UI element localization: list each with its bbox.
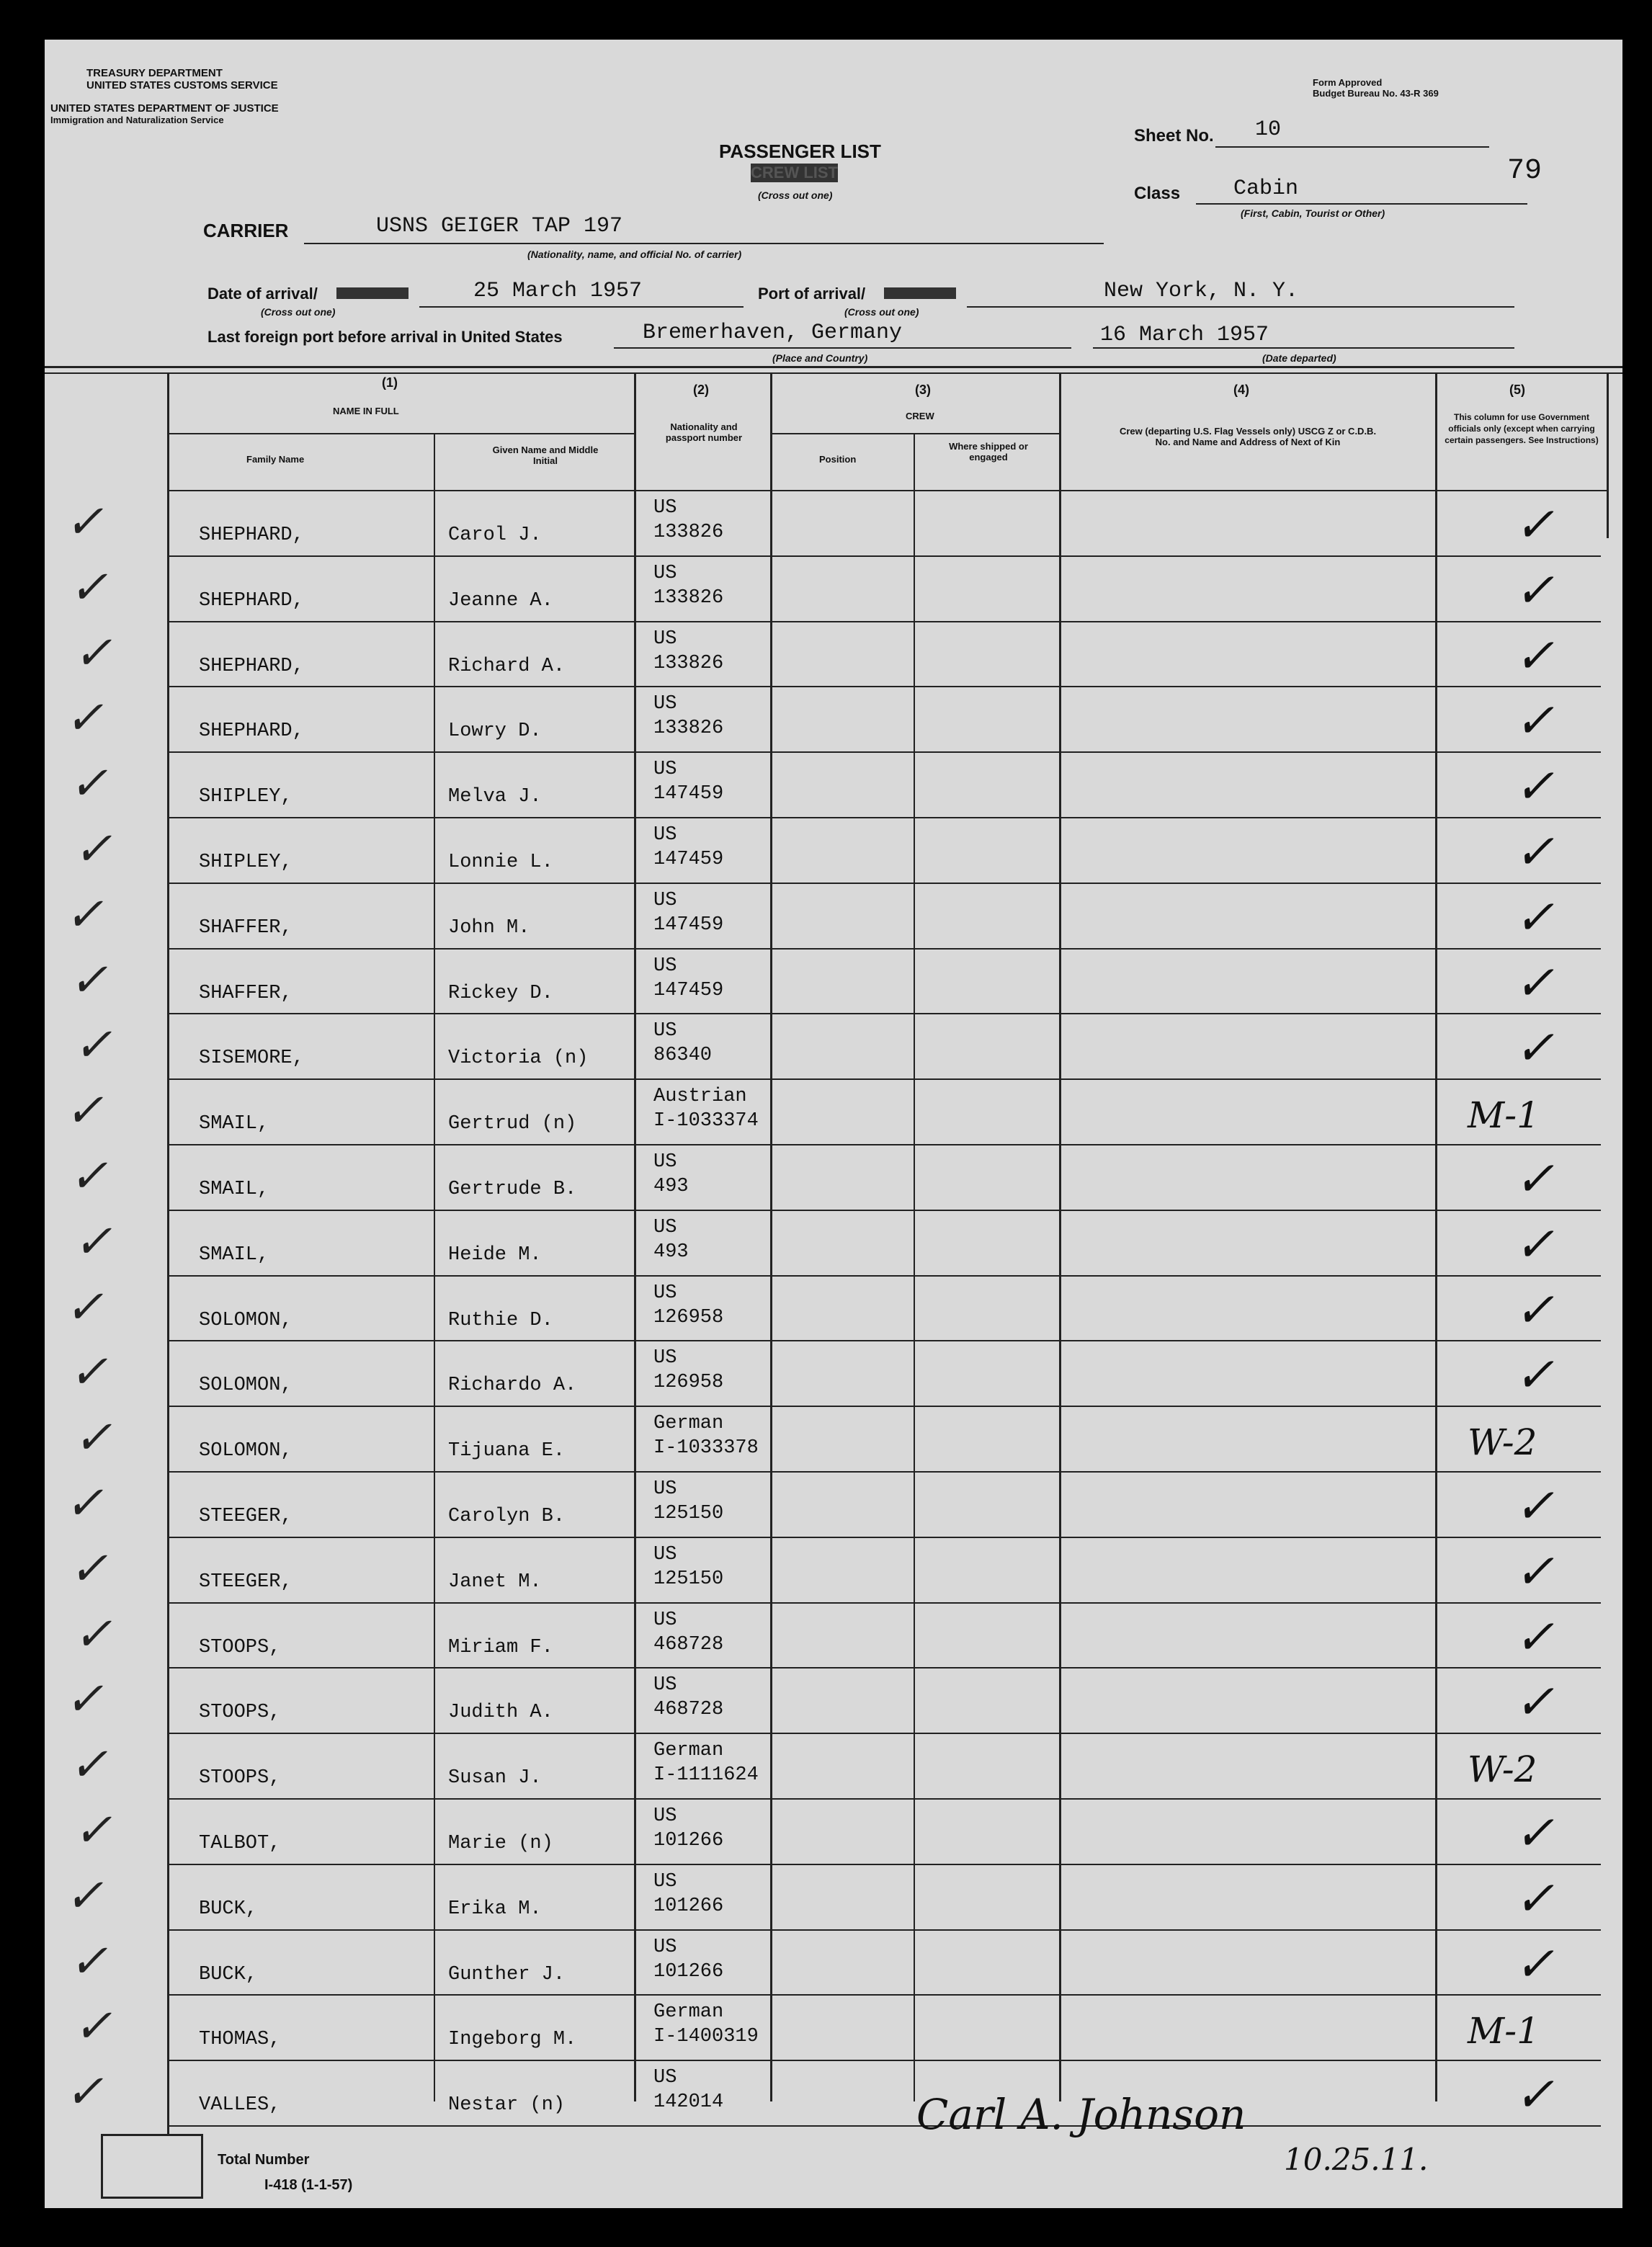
- form-number: I-418 (1-1-57): [264, 2177, 353, 2193]
- nationality: US: [653, 1347, 677, 1369]
- col1-family: Family Name: [246, 454, 305, 465]
- row-divider: [167, 1733, 1601, 1734]
- budget-bureau: Budget Bureau No. 43-R 369: [1313, 88, 1439, 99]
- row-divider: [167, 1210, 1601, 1211]
- family-name: SOLOMON,: [199, 1440, 293, 1462]
- official-check-icon: ✓: [1514, 955, 1555, 1011]
- passport-number: 125150: [653, 1568, 724, 1590]
- given-name: Heide M.: [448, 1244, 542, 1266]
- row-divider: [167, 1929, 1601, 1931]
- form-approved: Form Approved: [1313, 77, 1383, 88]
- family-name: SHIPLEY,: [199, 786, 293, 808]
- passport-number: 147459: [653, 914, 724, 936]
- nationality: Austrian: [653, 1086, 747, 1107]
- official-check-icon: ✓: [1514, 628, 1555, 684]
- family-name: SHEPHARD,: [199, 720, 304, 742]
- title-note: (Cross out one): [758, 189, 833, 201]
- passport-number: I-1111624: [653, 1764, 759, 1786]
- passport-number: I-1033374: [653, 1110, 759, 1132]
- row-divider: [167, 1406, 1601, 1407]
- row-divider: [167, 1798, 1601, 1800]
- row-divider: [167, 1144, 1601, 1145]
- passport-number: 468728: [653, 1699, 724, 1720]
- justice-dept: UNITED STATES DEPARTMENT OF JUSTICE: [50, 102, 279, 115]
- family-name: TALBOT,: [199, 1833, 281, 1854]
- family-name: SISEMORE,: [199, 1047, 304, 1069]
- check-mark-icon: ✓: [65, 2065, 104, 2119]
- col3-where: Where shipped or engaged: [949, 441, 1028, 463]
- given-name: Nestar (n): [448, 2094, 566, 2116]
- arrival-date-label: Date of arrival/: [207, 285, 318, 303]
- official-check-icon: ✓: [1514, 824, 1555, 880]
- col4-title: Crew (departing U.S. Flag Vessels only) USCG Z or C.D.B. No. and Name and Address of Next of Kin: [1119, 426, 1377, 447]
- document-page: [45, 40, 1622, 2208]
- total-number-label: Total Number: [218, 2152, 310, 2168]
- official-check-icon: ✓: [1514, 1544, 1555, 1599]
- nationality: US: [653, 693, 677, 715]
- passport-number: 126958: [653, 1372, 724, 1393]
- ins-service: Immigration and Naturalization Service: [50, 115, 224, 125]
- class-label: Class: [1134, 184, 1181, 203]
- signature-date: 10.25.11.: [1284, 2142, 1429, 2177]
- official-check-icon: ✓: [1514, 563, 1555, 618]
- passport-number: 101266: [653, 1895, 724, 1917]
- official-check-icon: ✓: [1514, 1609, 1555, 1665]
- passport-number: 126958: [653, 1307, 724, 1328]
- check-mark-icon: ✓: [65, 1673, 104, 1726]
- arrival-date-note: (Cross out one): [261, 306, 336, 318]
- official-check-icon: ✓: [1514, 1020, 1555, 1076]
- check-mark-icon: ✓: [65, 1477, 104, 1530]
- nationality: US: [653, 1217, 677, 1238]
- family-name: SOLOMON,: [199, 1375, 293, 1396]
- row-divider: [167, 1013, 1601, 1014]
- official-check-icon: ✓: [1514, 1347, 1555, 1403]
- last-port-label: Last foreign port before arrival in United States: [207, 328, 563, 346]
- check-mark-icon: ✓: [65, 1281, 104, 1334]
- given-name: Richard A.: [448, 656, 566, 677]
- family-name: SHAFFER,: [199, 917, 293, 939]
- carrier-note: (Nationality, name, and official No. of carrier): [527, 249, 742, 260]
- family-name: BUCK,: [199, 1964, 258, 1985]
- nationality: US: [653, 1151, 677, 1173]
- official-code: M-1: [1468, 2010, 1540, 2052]
- check-mark-icon: ✓: [73, 2000, 112, 2053]
- treasury-dept: TREASURY DEPARTMENT: [86, 67, 223, 79]
- passport-number: 125150: [653, 1503, 724, 1524]
- official-check-icon: ✓: [1514, 1217, 1555, 1272]
- departure-struck: [336, 287, 408, 299]
- check-mark-icon: ✓: [69, 1542, 108, 1596]
- passport-number: 133826: [653, 653, 724, 674]
- official-check-icon: ✓: [1514, 1282, 1555, 1338]
- given-name: Susan J.: [448, 1767, 542, 1789]
- given-name: Miriam F.: [448, 1637, 553, 1658]
- given-name: Carolyn B.: [448, 1506, 566, 1527]
- row-divider: [167, 948, 1601, 950]
- given-name: Marie (n): [448, 1833, 553, 1854]
- col2-title: Nationality and passport number: [665, 421, 743, 443]
- passport-number: 101266: [653, 1830, 724, 1851]
- family-name: STOOPS,: [199, 1767, 281, 1789]
- official-check-icon: ✓: [1514, 759, 1555, 814]
- sheet-label: Sheet No.: [1134, 126, 1214, 146]
- row-divider: [167, 1537, 1601, 1538]
- check-mark-icon: ✓: [73, 1019, 112, 1072]
- row-divider: [167, 1667, 1601, 1669]
- official-check-icon: ✓: [1514, 1805, 1555, 1861]
- check-mark-icon: ✓: [69, 1738, 108, 1792]
- family-name: SHEPHARD,: [199, 524, 304, 546]
- nationality: US: [653, 1871, 677, 1893]
- sheet-value: 10: [1255, 117, 1282, 142]
- nationality: US: [653, 890, 677, 911]
- row-divider: [167, 1078, 1601, 1080]
- given-name: Jeanne A.: [448, 590, 553, 612]
- arrival-port-value: New York, N. Y.: [1104, 279, 1299, 303]
- given-name: Rickey D.: [448, 983, 553, 1004]
- given-name: Janet M.: [448, 1571, 542, 1593]
- page-title: PASSENGER LIST: [719, 140, 881, 162]
- official-check-icon: ✓: [1514, 1478, 1555, 1534]
- given-name: Carol J.: [448, 524, 542, 546]
- nationality: US: [653, 759, 677, 780]
- official-code: W-2: [1468, 1748, 1537, 1790]
- passport-number: I-1033378: [653, 1437, 759, 1459]
- nationality: German: [653, 1740, 724, 1761]
- passport-number: 86340: [653, 1045, 713, 1066]
- row-divider: [167, 2125, 1601, 2127]
- row-divider: [167, 817, 1601, 818]
- given-name: Tijuana E.: [448, 1440, 566, 1462]
- family-name: SHAFFER,: [199, 983, 293, 1004]
- row-divider: [167, 1602, 1601, 1604]
- row-divider: [167, 555, 1601, 557]
- row-divider: [167, 1471, 1601, 1473]
- row-divider: [167, 2060, 1601, 2061]
- nationality: US: [653, 497, 677, 519]
- given-name: Lowry D.: [448, 720, 542, 742]
- given-name: Gunther J.: [448, 1964, 566, 1985]
- last-port-note: (Place and Country): [772, 352, 868, 364]
- nationality: US: [653, 1936, 677, 1958]
- passport-number: 468728: [653, 1634, 724, 1656]
- nationality: US: [653, 628, 677, 650]
- departure-port-struck: [884, 287, 956, 299]
- check-mark-icon: ✓: [73, 1215, 112, 1269]
- nationality: German: [653, 1413, 724, 1434]
- family-name: THOMAS,: [199, 2029, 281, 2050]
- row-divider: [167, 751, 1601, 753]
- crew-list-struck: CREW LIST: [751, 164, 838, 182]
- given-name: Lonnie L.: [448, 852, 553, 873]
- row-divider: [167, 621, 1601, 622]
- check-mark-icon: ✓: [69, 561, 108, 615]
- official-signature: Carl A. Johnson: [916, 2090, 1246, 2139]
- family-name: STEEGER,: [199, 1506, 293, 1527]
- family-name: SMAIL,: [199, 1113, 269, 1135]
- departed-date-value: 16 March 1957: [1100, 323, 1269, 347]
- row-divider: [167, 1275, 1601, 1277]
- check-mark-icon: ✓: [73, 1804, 112, 1857]
- official-check-icon: ✓: [1514, 497, 1555, 553]
- col5-num: (5): [1509, 383, 1525, 397]
- passport-number: 133826: [653, 522, 724, 543]
- official-check-icon: ✓: [1514, 1151, 1555, 1207]
- departed-date-note: (Date departed): [1262, 352, 1336, 364]
- col3-position: Position: [819, 454, 857, 465]
- family-name: STEEGER,: [199, 1571, 293, 1593]
- passport-number: I-1400319: [653, 2026, 759, 2047]
- row-divider: [167, 1994, 1601, 1996]
- nationality: US: [653, 1674, 677, 1696]
- row-divider: [167, 883, 1601, 884]
- check-mark-icon: ✓: [73, 823, 112, 876]
- official-check-icon: ✓: [1514, 890, 1555, 945]
- col3-num: (3): [915, 383, 931, 397]
- customs-service: UNITED STATES CUSTOMS SERVICE: [86, 79, 278, 91]
- nationality: German: [653, 2001, 724, 2023]
- given-name: Melva J.: [448, 786, 542, 808]
- family-name: SHIPLEY,: [199, 852, 293, 873]
- check-mark-icon: ✓: [69, 954, 108, 1007]
- carrier-value: USNS GEIGER TAP 197: [376, 214, 623, 238]
- col4-num: (4): [1233, 383, 1249, 397]
- check-mark-icon: ✓: [65, 692, 104, 745]
- family-name: SHEPHARD,: [199, 590, 304, 612]
- table-left-border: [167, 372, 169, 2195]
- row-divider: [167, 1864, 1601, 1865]
- official-check-icon: ✓: [1514, 1871, 1555, 1926]
- check-mark-icon: ✓: [69, 1150, 108, 1203]
- nationality: US: [653, 824, 677, 846]
- nationality: US: [653, 1609, 677, 1631]
- passport-number: 147459: [653, 849, 724, 870]
- family-name: STOOPS,: [199, 1637, 281, 1658]
- given-name: Judith A.: [448, 1702, 553, 1723]
- family-name: STOOPS,: [199, 1702, 281, 1723]
- check-mark-icon: ✓: [65, 1869, 104, 1923]
- passport-number: 133826: [653, 718, 724, 739]
- official-code: W-2: [1468, 1421, 1537, 1463]
- page-number: 79: [1507, 155, 1542, 187]
- last-port-value: Bremerhaven, Germany: [643, 321, 903, 345]
- row-divider: [167, 1340, 1601, 1341]
- passport-number: 493: [653, 1176, 689, 1197]
- passport-number: 493: [653, 1241, 689, 1263]
- family-name: SMAIL,: [199, 1244, 269, 1266]
- official-code: M-1: [1468, 1094, 1540, 1136]
- check-mark-icon: ✓: [73, 1411, 112, 1465]
- given-name: Richardo A.: [448, 1375, 577, 1396]
- official-check-icon: ✓: [1514, 2067, 1555, 2122]
- check-mark-icon: ✓: [69, 1935, 108, 1988]
- nationality: US: [653, 563, 677, 584]
- family-name: BUCK,: [199, 1898, 258, 1920]
- given-name: Ruthie D.: [448, 1310, 553, 1331]
- passport-number: 147459: [653, 783, 724, 805]
- given-name: Victoria (n): [448, 1047, 589, 1069]
- nationality: US: [653, 1544, 677, 1565]
- col1-title: NAME IN FULL: [333, 406, 399, 416]
- passport-number: 133826: [653, 587, 724, 609]
- given-name: John M.: [448, 917, 530, 939]
- check-mark-icon: ✓: [73, 627, 112, 680]
- official-check-icon: ✓: [1514, 1936, 1555, 1992]
- family-name: SMAIL,: [199, 1179, 269, 1200]
- col1-num: (1): [382, 375, 398, 390]
- check-mark-icon: ✓: [65, 496, 104, 549]
- class-value: Cabin: [1233, 177, 1299, 201]
- family-name: SHEPHARD,: [199, 656, 304, 677]
- passport-number: 142014: [653, 2091, 724, 2113]
- nationality: US: [653, 1478, 677, 1500]
- nationality: US: [653, 2067, 677, 2089]
- official-check-icon: ✓: [1514, 693, 1555, 749]
- arrival-port-note: (Cross out one): [844, 306, 919, 318]
- nationality: US: [653, 955, 677, 977]
- check-mark-icon: ✓: [65, 1084, 104, 1138]
- family-name: SOLOMON,: [199, 1310, 293, 1331]
- col5-title: This column for use Government officials only (except when carrying certain passengers. See Instructions): [1445, 412, 1599, 445]
- nationality: US: [653, 1805, 677, 1827]
- given-name: Erika M.: [448, 1898, 542, 1920]
- check-mark-icon: ✓: [69, 1346, 108, 1399]
- col3-title: CREW: [906, 411, 934, 421]
- arrival-date-value: 25 March 1957: [473, 279, 643, 303]
- nationality: US: [653, 1282, 677, 1304]
- total-number-box: [101, 2134, 203, 2199]
- family-name: VALLES,: [199, 2094, 281, 2116]
- carrier-label: CARRIER: [203, 220, 289, 241]
- given-name: Gertrude B.: [448, 1179, 577, 1200]
- given-name: Ingeborg M.: [448, 2029, 577, 2050]
- check-mark-icon: ✓: [73, 1608, 112, 1661]
- col1-given: Given Name and Middle Initial: [492, 445, 599, 466]
- passport-number: 147459: [653, 980, 724, 1001]
- given-name: Gertrud (n): [448, 1113, 577, 1135]
- check-mark-icon: ✓: [69, 757, 108, 810]
- col2-num: (2): [693, 383, 709, 397]
- official-check-icon: ✓: [1514, 1674, 1555, 1730]
- nationality: US: [653, 1020, 677, 1042]
- arrival-port-label: Port of arrival/: [758, 285, 866, 303]
- passport-number: 101266: [653, 1961, 724, 1983]
- row-divider: [167, 686, 1601, 687]
- class-note: (First, Cabin, Tourist or Other): [1241, 207, 1385, 219]
- check-mark-icon: ✓: [65, 888, 104, 942]
